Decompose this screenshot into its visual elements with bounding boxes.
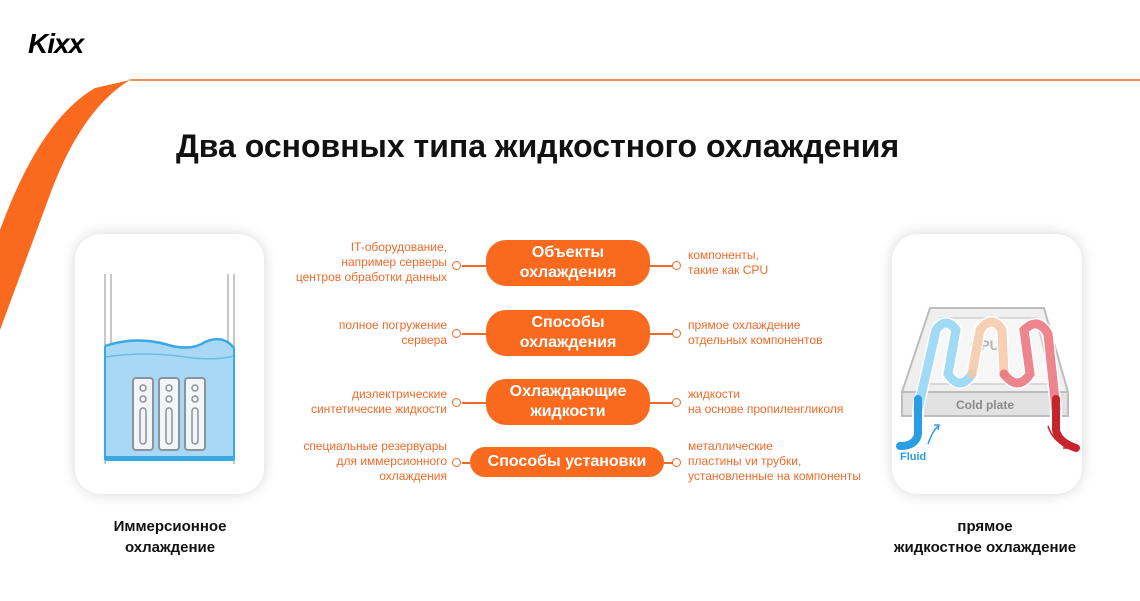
caption-line: Иммерсионное [113, 518, 227, 535]
row2-label-pill [486, 310, 650, 356]
row1-label-pill [486, 240, 650, 286]
connector-dot [452, 398, 461, 407]
text-line: IT-оборудование, [350, 240, 447, 254]
connector-line [462, 333, 486, 335]
row2-left-text [217, 318, 447, 348]
row2-right-text [688, 318, 948, 348]
connector-line [650, 265, 674, 267]
pill-line: жидкости [530, 403, 606, 420]
row4-left-text [217, 439, 447, 484]
pill-line: Объекты [531, 244, 605, 261]
text-line: специальные резервуары [303, 439, 447, 453]
pill-line: охлаждения [519, 264, 617, 281]
connector-dot [452, 458, 461, 467]
cpu-label: CPU [970, 337, 1000, 353]
text-line: сервера [401, 333, 447, 347]
row3-right-text [688, 387, 948, 417]
text-line: охлаждения [379, 469, 447, 483]
pill-line: Способы установки [487, 453, 647, 470]
connector-line [462, 402, 486, 404]
cold-plate-label: Cold plate [955, 398, 1015, 412]
text-line: на основе пропиленгликоля [688, 402, 844, 416]
text-line: прямое охлаждение [688, 318, 801, 332]
text-line: жидкости [688, 387, 740, 401]
row4-label-pill [470, 447, 664, 477]
connector-line [462, 462, 470, 464]
row3-label-pill [486, 379, 650, 425]
page-title: Два основных типа жидкостного охлаждения [176, 128, 900, 164]
connector-line [650, 333, 674, 335]
immersion-cooling-caption [85, 516, 255, 558]
connector-line [650, 402, 674, 404]
text-line: такие как CPU [688, 263, 769, 277]
text-line: диэлектрические [351, 387, 447, 401]
connector-dot [672, 398, 681, 407]
text-line: металлические [688, 439, 773, 453]
connector-line [462, 265, 486, 267]
text-line: синтетические жидкости [310, 402, 447, 416]
direct-cooling-caption [860, 516, 1110, 558]
text-line: пластины vи трубки, [688, 454, 802, 468]
connector-dot [672, 458, 681, 467]
text-line: для иммерсионного [336, 454, 447, 468]
caption-line: жидкостное охлаждение [893, 539, 1077, 556]
pill-line: Способы [531, 314, 605, 331]
connector-dot [452, 329, 461, 338]
fluid-label: Fluid [900, 451, 927, 463]
text-line: компоненты, [688, 248, 759, 262]
text-line: установленные на компоненты [688, 469, 862, 483]
text-line: центров обработки данных [295, 270, 447, 284]
row1-left-text [217, 240, 447, 285]
row3-left-text [217, 387, 447, 417]
row4-right-text [688, 439, 948, 484]
text-line: например серверы [341, 255, 447, 269]
connector-dot [672, 261, 681, 270]
connector-dot [452, 261, 461, 270]
text-line: полное погружение [338, 318, 447, 332]
caption-line: прямое [957, 518, 1013, 535]
brand-logo: Kixx [28, 28, 84, 59]
caption-line: охлаждение [124, 539, 216, 556]
text-line: отдельных компонентов [688, 333, 823, 347]
connector-dot [672, 329, 681, 338]
row1-right-text [688, 248, 948, 278]
pill-line: охлаждения [519, 334, 617, 351]
pill-line: Охлаждающие [509, 383, 627, 400]
